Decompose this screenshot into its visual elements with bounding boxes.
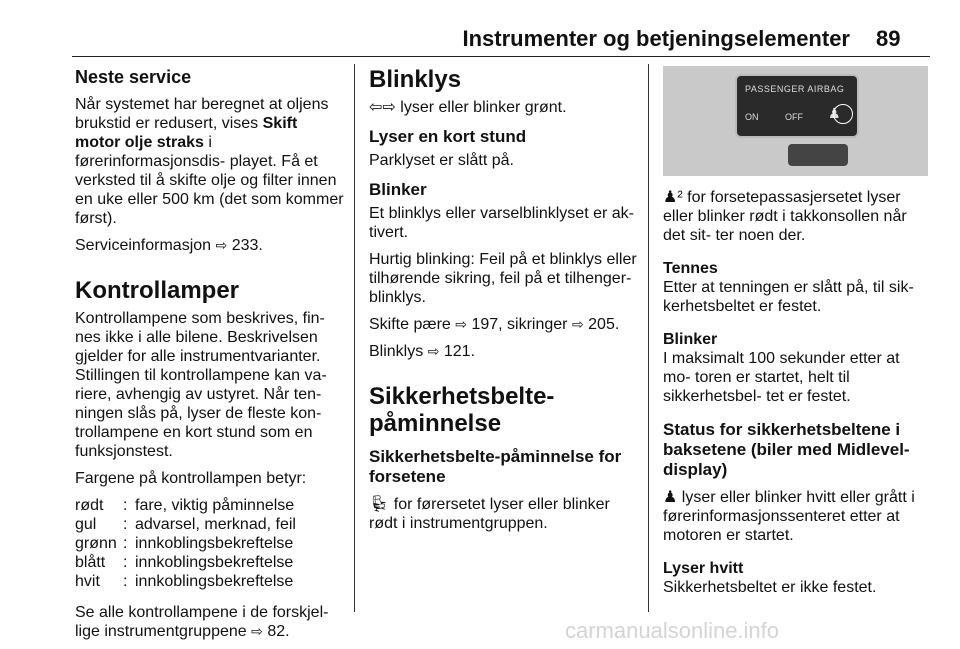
column-1 (75, 66, 347, 649)
text-run: Når systemet har beregnet at oljens brukstid er redusert, vises (75, 96, 329, 132)
text-run: lyser eller blinker hvitt eller grått i førerinformasjonssenteret etter at motoren er startet. (663, 489, 915, 544)
page-ref-icon: ⇨ (571, 316, 584, 332)
sikkerhet-heading-1: Sikkerhetsbelte- (369, 383, 555, 410)
hurtig-text: Hurtig blinking: Feil på et blinklys eller tilhørende sikring, feil på et tilhenger- blinklys. (369, 251, 637, 306)
colon: : (123, 535, 128, 552)
colon: : (123, 497, 128, 514)
color-name: rødt (75, 497, 104, 514)
seatbelt-icon: ♟ (828, 105, 841, 121)
column-3 (663, 66, 928, 605)
seatbelt-2-icon: ♟² (663, 189, 683, 206)
colon: : (123, 516, 128, 533)
color-desc: innkoblingsbekreftelse (135, 554, 294, 571)
se-alle-text (75, 603, 347, 641)
forer-text (369, 495, 637, 533)
text-run: i førerinformasjonsdis- playet. Få et verksted til å skifte olje og filter innen en uke eller 500 km (det som kommer først). (75, 134, 344, 227)
blinker-text: I maksimalt 100 sekunder etter at mo- toren er startet, helt til sikkerhetsbel- tet er festet. (663, 350, 900, 405)
blinker-heading: Blinker (369, 180, 427, 199)
column-divider (648, 64, 649, 612)
kort-stund-heading: Lyser en kort stund (369, 127, 527, 146)
color-desc: innkoblingsbekreftelse (135, 535, 294, 552)
tennes-heading: Tennes (663, 260, 718, 277)
kontrollamper-heading: Kontrollamper (75, 277, 240, 304)
watermark: carmanualsonline.info (565, 618, 780, 643)
blinker-text: Et blinklys eller varselblinklyset er ak- tivert. (369, 205, 634, 241)
color-name: grønn (75, 535, 117, 552)
color-name: gul (75, 516, 97, 533)
column-2 (369, 66, 637, 541)
page-ref[interactable]: 121. (443, 343, 476, 360)
page-ref[interactable]: 205. (588, 316, 620, 333)
color-desc: advarsel, merknad, feil (135, 516, 296, 533)
text-run: lyser eller blinker grønt. (400, 99, 567, 116)
seatbelt-icon: 💺︎ (369, 496, 390, 513)
text-run: Se alle kontrollampene i de forskjel- lige instrumentgruppene (75, 604, 329, 640)
column-divider (354, 64, 355, 612)
page-ref-icon: ⇨ (215, 237, 228, 253)
seatbelt-icon: ♟ (663, 489, 678, 506)
page-ref[interactable]: 197, sikringer (471, 316, 568, 333)
sikkerhet-heading-2: påminnelse (369, 410, 502, 437)
callout-circle (833, 104, 853, 124)
page-number: 89 (876, 26, 901, 51)
forsete-text (663, 188, 928, 245)
color-name: hvit (75, 573, 100, 590)
text-run: Serviceinformasjon (75, 237, 212, 254)
page-ref-icon: ⇨ (427, 343, 440, 359)
page-header (0, 0, 960, 52)
airbag-panel-image (663, 66, 928, 176)
airbag-off-label: OFF (785, 112, 803, 122)
page-ref[interactable]: 82. (267, 623, 290, 640)
blinker-heading: Blinker (663, 331, 718, 348)
forsetene-heading: Sikkerhetsbelte-påminnelse for forsetene (369, 447, 622, 486)
blinklys-text (369, 98, 637, 117)
sensor-lens (788, 144, 848, 166)
kontrollamper-text: Kontrollampene som beskrives, fin- nes ikke i alle bilene. Beskrivelsen gjelder for alle instrumentvarianter. Stillingen til kontrollampene kan va- riere, avhengig av ustyret. Når ten- ningen slås på, lyser de fleste kon- trollampene en kort stund som en funksjonstest. (75, 310, 327, 460)
header-rule (72, 56, 930, 57)
kort-stund-text: Parklyset er slått på. (369, 152, 514, 169)
color-desc: innkoblingsbekreftelse (135, 573, 294, 590)
text-run: Skifte pære (369, 316, 451, 333)
skifte-ref (369, 315, 637, 334)
airbag-label: PASSENGER AIRBAG (745, 84, 845, 94)
text-run: Blinklys (369, 343, 424, 360)
hvitt-text: Sikkerhetsbeltet er ikke festet. (663, 579, 877, 596)
text-run: for forsetepassasjersetet lyser eller blinker rødt i takkonsollen når det sit- ter noen der. (663, 189, 907, 244)
hvitt-heading: Lyser hvitt (663, 560, 744, 577)
page-ref[interactable]: 233. (231, 237, 263, 254)
status-text (663, 488, 928, 545)
page-ref-icon: ⇨ (455, 316, 467, 332)
color-table (75, 496, 347, 591)
page-ref-icon: ⇨ (251, 623, 263, 639)
color-desc: fare, viktig påminnelse (135, 497, 295, 514)
blinklys-heading: Blinklys (369, 66, 462, 93)
header-title: Instrumenter og betjeningselementer (462, 26, 850, 51)
turn-signal-icon: ⇦⇨ (369, 99, 396, 116)
airbag-on-label: ON (745, 112, 759, 122)
neste-service-text (75, 95, 347, 228)
colon: : (123, 573, 128, 590)
service-info-ref (75, 236, 347, 255)
color-name: blått (75, 554, 106, 571)
text-run: for førersetet lyser eller blinker rødt i instrumentgruppen. (369, 496, 610, 532)
bold-run: Skift motor olje straks (75, 115, 298, 151)
tennes-text: Etter at tenningen er slått på, til sik- kerhetsbeltet er festet. (663, 279, 914, 315)
blinklys-ref (369, 342, 637, 361)
neste-service-heading: Neste service (75, 67, 192, 87)
colon: : (123, 554, 128, 571)
status-heading: Status for sikkerhetsbeltene i baksetene (biler med Midlevel- display) (663, 420, 910, 479)
fargene-text: Fargene på kontrollampen betyr: (75, 470, 307, 487)
